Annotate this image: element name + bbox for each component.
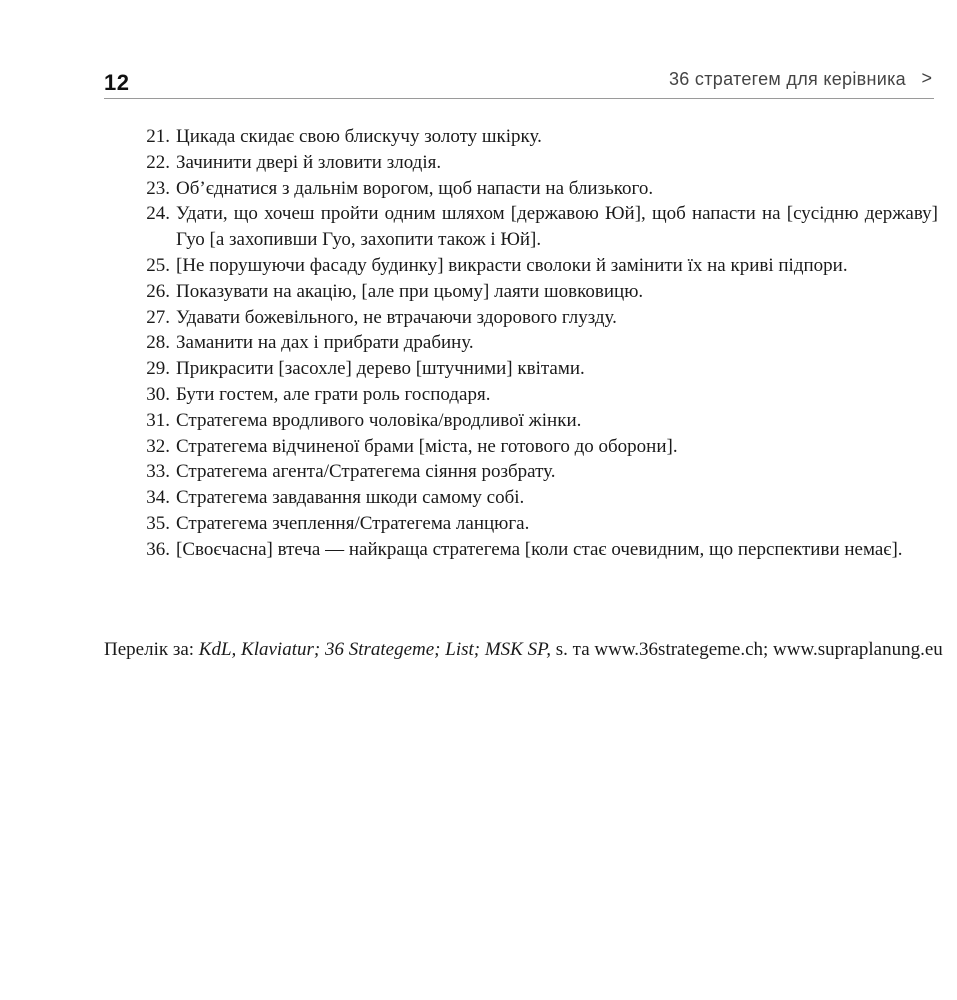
list-item: [104, 511, 938, 537]
item-text: Бути гостем, але грати роль господаря.: [176, 383, 491, 405]
page-number: 12: [104, 70, 130, 95]
item-text: Стратегема агента/Стратегема сіяння розбрату.: [176, 461, 556, 483]
list-item: [104, 330, 938, 356]
item-number: 26.: [146, 280, 170, 302]
item-number: 22.: [146, 151, 170, 173]
running-head: [104, 64, 934, 99]
item-number: 29.: [146, 358, 170, 380]
list-item: [104, 201, 938, 253]
list-item: [104, 356, 938, 382]
item-text: Заманити на дах і прибрати драбину.: [176, 332, 474, 354]
list-item: [104, 305, 938, 331]
item-text: [Не порушуючи фасаду будинку] викрасти сволоки й замінити їх на криві підпори.: [176, 254, 848, 276]
book-title: 36 стратегем для керівника: [669, 69, 906, 89]
list-item: [104, 253, 938, 279]
item-number: 36.: [146, 538, 170, 560]
list-item: [104, 434, 938, 460]
item-text: Прикрасити [засохле] дерево [штучними] квітами.: [176, 358, 585, 380]
list-item: [104, 485, 938, 511]
source-prefix: Перелік за:: [104, 639, 199, 660]
list-item: [104, 382, 938, 408]
item-number: 28.: [146, 332, 170, 354]
list-item: [104, 537, 938, 563]
item-number: 33.: [146, 461, 170, 483]
item-text: Удавати божевільного, не втрачаючи здорового глузду.: [176, 306, 617, 328]
item-text: Стратегема завдавання шкоди самому собі.: [176, 487, 525, 509]
strategem-list: [104, 124, 938, 563]
item-number: 35.: [146, 512, 170, 534]
source-works: KdL, Klaviatur; 36 Strategeme; List; MSK SP,: [198, 639, 552, 660]
item-text: Показувати на акацію, [але при цьому] лаяти шовковицю.: [176, 280, 644, 302]
item-number: 27.: [146, 306, 170, 328]
item-text: Зачинити двері й зловити злодія.: [176, 151, 442, 173]
item-number: 24.: [146, 203, 170, 225]
item-number: 32.: [146, 435, 170, 457]
item-number: 23.: [146, 177, 170, 199]
item-text: Стратегема зчеплення/Стратегема ланцюга.: [176, 512, 530, 534]
item-text: Цикада скидає свою блискучу золоту шкірку.: [176, 126, 542, 147]
item-number: 31.: [146, 409, 170, 431]
list-item: [104, 408, 938, 434]
item-text: Стратегема вродливого чоловіка/вродливої жінки.: [176, 409, 582, 431]
list-item: [104, 279, 938, 305]
item-number: 21.: [146, 126, 170, 147]
source-suffix: s. та www.36strategeme.ch; www.supraplanung.eu: [551, 639, 943, 660]
item-text: Об’єднатися з дальнім ворогом, щоб напасти на близького.: [176, 177, 654, 199]
item-number: 25.: [146, 254, 170, 276]
chevron-right-icon: >: [921, 68, 932, 88]
item-number: 30.: [146, 383, 170, 405]
item-text: Стратегема відчиненої брами [міста, не готового до оборони].: [176, 435, 678, 457]
list-item: [104, 124, 938, 150]
item-text: Удати, що хочеш пройти одним шляхом [державою Юй], щоб напасти на [сусідню державу] Гуо [а захопивши Гуо, захопити також і Юй].: [176, 203, 938, 251]
list-item: [104, 459, 938, 485]
item-number: 34.: [146, 487, 170, 509]
list-item: [104, 150, 938, 176]
source-note: [104, 636, 944, 663]
item-text: [Своєчасна] втеча — найкраща стратегема [коли стає очевидним, що перспективи немає].: [176, 538, 903, 560]
list-item: [104, 176, 938, 202]
